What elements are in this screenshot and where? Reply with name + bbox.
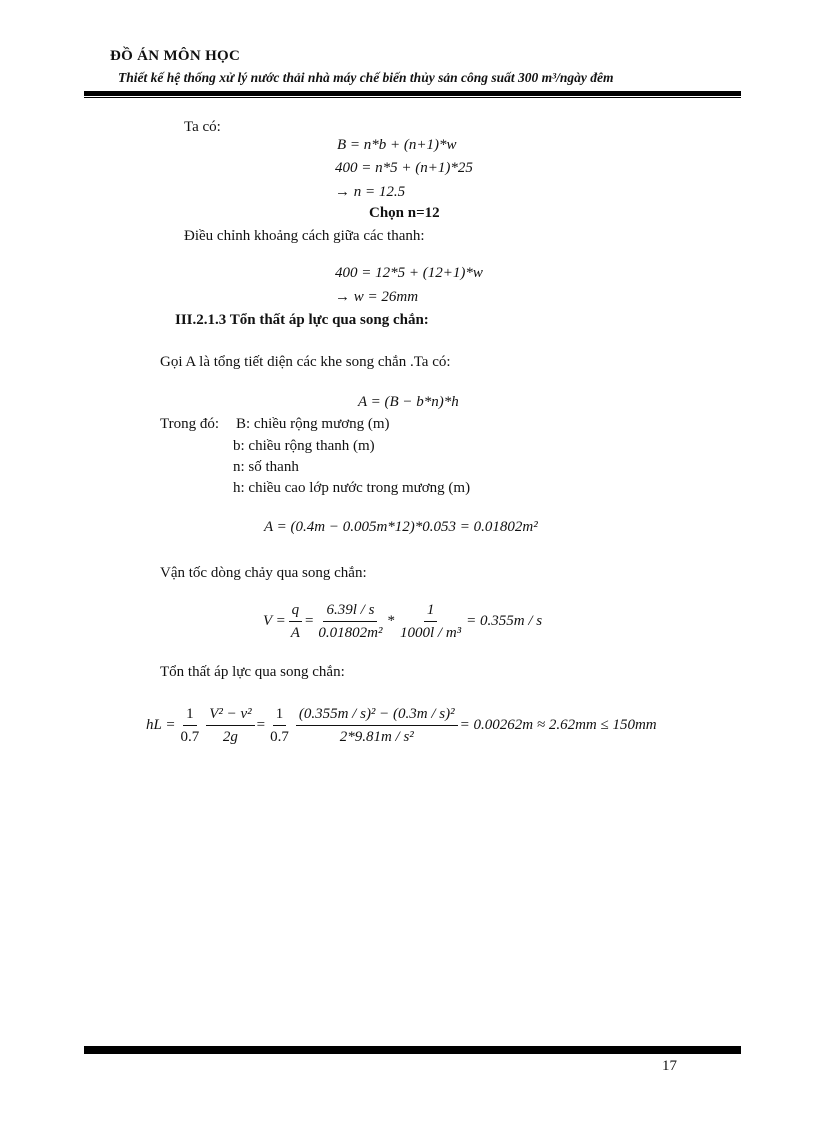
fraction: $\frac{\text{V² − v²}}{2g}$ xyxy=(206,705,254,746)
ton-that-text: Tổn thất áp lực qua song chắn: xyxy=(160,664,345,680)
equation-n-result: → n = 12.5 xyxy=(335,184,406,200)
footer-rule xyxy=(84,1046,741,1054)
fraction: $\frac{6.39l / s}{\text{0.01802m²}}$ xyxy=(318,602,383,641)
equation-B: B = n*b + (n+1)*w xyxy=(337,137,457,153)
equation-hL xyxy=(146,705,657,746)
fraction: $\frac{\text{(0.355m / s)² − (0.3m / s)²}}{\text{2*9.81m / s²}}$ xyxy=(296,705,458,746)
chon-n-text: Chọn n=12 xyxy=(369,205,440,221)
trong-do-label: Trong đó: xyxy=(160,416,220,432)
van-toc-text: Vận tốc dòng chảy qua song chắn: xyxy=(160,565,367,581)
eq-h-rhs: = 0.00262m ≈ 2.62mm ≤ 150mm xyxy=(459,717,657,733)
header-rule xyxy=(84,91,741,96)
equation-A-value: A = (0.4m − 0.005m*12)*0.053 = 0.01802m² xyxy=(264,519,538,535)
header-title: ĐỒ ÁN MÔN HỌC xyxy=(110,48,241,64)
def-item: B: chiều rộng mương (m) xyxy=(236,416,390,432)
fraction: $\frac{1}{\text{1000l / m³}}$ xyxy=(400,602,462,641)
eq-h-lhs: hL = xyxy=(146,717,176,733)
header-rule-thin xyxy=(84,97,741,98)
def-item: h: chiều cao lớp nước trong mương (m) xyxy=(233,480,471,496)
eq-sign: = xyxy=(256,717,266,733)
def-item: b: chiều rộng thanh (m) xyxy=(233,438,375,454)
equation-V xyxy=(263,601,542,642)
equation-A: A = (B − b*n)*h xyxy=(358,394,459,410)
ta-co-text: Ta có: xyxy=(184,119,221,135)
section-heading: III.2.1.3 Tổn thất áp lực qua song chắn: xyxy=(175,312,429,328)
equation-400: 400 = n*5 + (n+1)*25 xyxy=(335,160,473,176)
dieu-chinh-text: Điều chỉnh khoảng cách giữa các thanh: xyxy=(184,228,425,244)
fraction: $\frac{1}{0.7}$ xyxy=(180,706,200,745)
eq-V-lhs: V = xyxy=(263,613,286,629)
eq-V-rhs: = 0.355m / s xyxy=(466,613,543,629)
fraction: $\frac{1}{0.7}$ xyxy=(270,706,289,745)
times-sign: * xyxy=(387,613,395,629)
def-item: n: số thanh xyxy=(233,459,299,475)
equation-w-result: → w = 26mm xyxy=(335,289,419,305)
eq-sign: = xyxy=(304,613,314,629)
fraction: $\frac{q}{A}$ xyxy=(288,601,303,642)
equation-w: 400 = 12*5 + (12+1)*w xyxy=(335,265,483,281)
header-subtitle: Thiết kế hệ thống xử lý nước thải nhà máy chế biến thủy sản công suất 300 m³/ngày đêm xyxy=(118,70,614,85)
page-number: 17 xyxy=(662,1058,677,1074)
goi-a-text: Gọi A là tổng tiết diện các khe song chắn .Ta có: xyxy=(160,354,451,370)
